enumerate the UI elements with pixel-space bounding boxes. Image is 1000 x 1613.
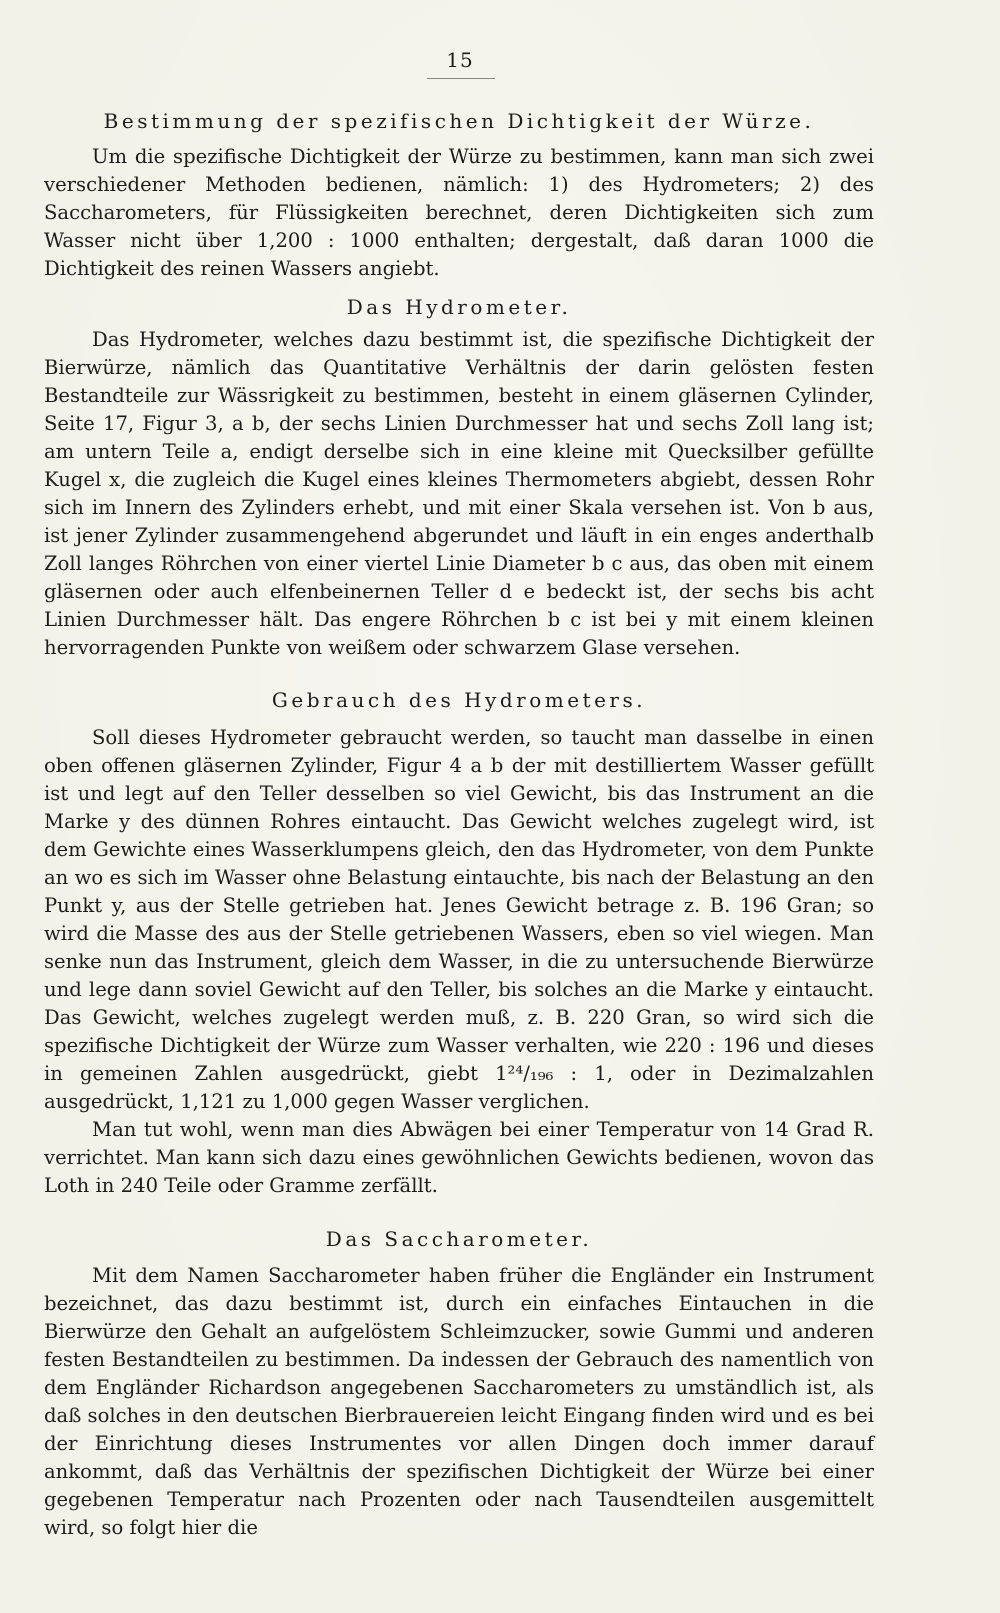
- page-number-rule: [427, 78, 495, 79]
- paragraph: Um die spezifische Dichtigkeit der Würze zu bestimmen, kann man sich zwei verschiedener Methoden bedienen, nämlich: 1) des Hydrometers; 2) des Saccharometers, für Flüssigkeiten berechnet, deren Dichtigkeiten sich zum Wasser nicht über 1,200 : 1000 enthalten; dergestalt, daß daran 1000 die Dichtigkeit des reinen Wassers angiebt.: [44, 145, 874, 280]
- section-heading-dichtigkeit: Bestimmung der spezifischen Dichtigkeit der Würze.: [103, 109, 815, 133]
- paragraph: Das Hydrometer, welches dazu bestimmt ist, die spezifische Dichtigkeit der Bierwürze, nämlich das Quantitative Verhältnis der darin gelösten festen Bestandteile zur Wässrigkeit zu bestimmen, besteht in einem gläsernen Cylinder, Seite 17, Figur 3, a b, der sechs Linien Durchmesser hat und sechs Zoll lang ist; am untern Teile a, endigt derselbe sich in eine kleine mit Quecksilber gefüllte Kugel x, die zugleich die Kugel eines kleines Thermometers abgiebt, dessen Rohr sich im Innern des Zylinders erhebt, und mit einer Skala versehen ist. Von b aus, ist jener Zylinder zusammengehend abgerundet und läuft in ein enges anderthalb Zoll langes Röhrchen von einer viertel Linie Diameter b c aus, das oben mit einem gläsernen oder auch elfenbeinernen Teller d e bedeckt ist, der sechs bis acht Linien Durchmesser hält. Das engere Röhrchen b c ist bei y mit einem kleinen hervorragenden Punkte von weißem oder schwarzem Glase versehen.: [44, 328, 874, 659]
- paragraph: Mit dem Namen Saccharometer haben früher die Engländer ein Instrument bezeichnet, das dazu bestimmt ist, durch ein einfaches Eintauchen in die Bierwürze den Gehalt an aufgelöstem Schleimzucker, sowie Gummi und anderen festen Bestandteilen zu bestimmen. Da indessen der Gebrauch des namentlich von dem Engländer Richardson angegebenen Saccharometers zu umständlich ist, als daß solches in den deutschen Bierbrauereien leicht Eingang finden wird und es bei der Einrichtung dieses Instrumentes vor allen Dingen doch immer darauf ankommt, daß das Verhältnis der spezifischen Dichtigkeit der Würze bei einer gegebenen Temperatur nach Prozenten oder nach Tausendteilen ausgemittelt wird, so folgt hier die: [44, 1264, 874, 1539]
- section-heading-saccharometer: Das Saccharometer.: [325, 1227, 593, 1251]
- paragraph: Soll dieses Hydrometer gebraucht werden, so taucht man dasselbe in einen oben offenen gläsernen Zylinder, Figur 4 a b der mit destilliertem Wasser gefüllt ist und legt auf den Teller desselben so viel Gewicht, bis das Instrument an die Marke y des dünnen Rohres eintaucht. Das Gewicht welches zugelegt wird, ist dem Gewichte eines Wasserklumpens gleich, den das Hydrometer, von dem Punkte an wo es sich im Wasser ohne Belastung eintauchte, bis nach der Belastung an den Punkt y, aus der Stelle getrieben hat. Jenes Gewicht betrage z. B. 196 Gran; so wird die Masse des aus der Stelle getriebenen Wassers, eben so viel wiegen. Man senke nun das Instrument, gleich dem Wasser, in die zu untersuchende Bierwürze und lege dann soviel Gewicht auf den Teller, bis solches an die Marke y eintaucht. Das Gewicht, welches zugelegt werden muß, z. B. 220 Gran, so wird sich die spezifische Dichtigkeit der Würze zum Wasser verhalten, wie 220 : 196 und dieses in gemeinen Zahlen ausgedrückt, giebt 1²⁴/₁₉₆ : 1, oder in Dezimalzahlen ausgedrückt, 1,121 zu 1,000 gegen Wasser verglichen.: [44, 726, 874, 1113]
- section-heading-gebrauch: Gebrauch des Hydrometers.: [271, 688, 647, 712]
- section-body-gebrauch: [44, 724, 874, 1200]
- section-heading-hydrometer: Das Hydrometer.: [346, 295, 572, 319]
- section-body-saccharometer: [44, 1262, 874, 1542]
- section-body-hydrometer: [44, 326, 874, 662]
- section-body-dichtigkeit: [44, 143, 874, 283]
- page-number: 15: [446, 48, 474, 72]
- paragraph: Man tut wohl, wenn man dies Abwägen bei einer Temperatur von 14 Grad R. verrichtet. Man kann sich dazu eines gewöhnlichen Gewichts bedienen, wovon das Loth in 240 Teile oder Gramme zerfällt.: [44, 1118, 874, 1197]
